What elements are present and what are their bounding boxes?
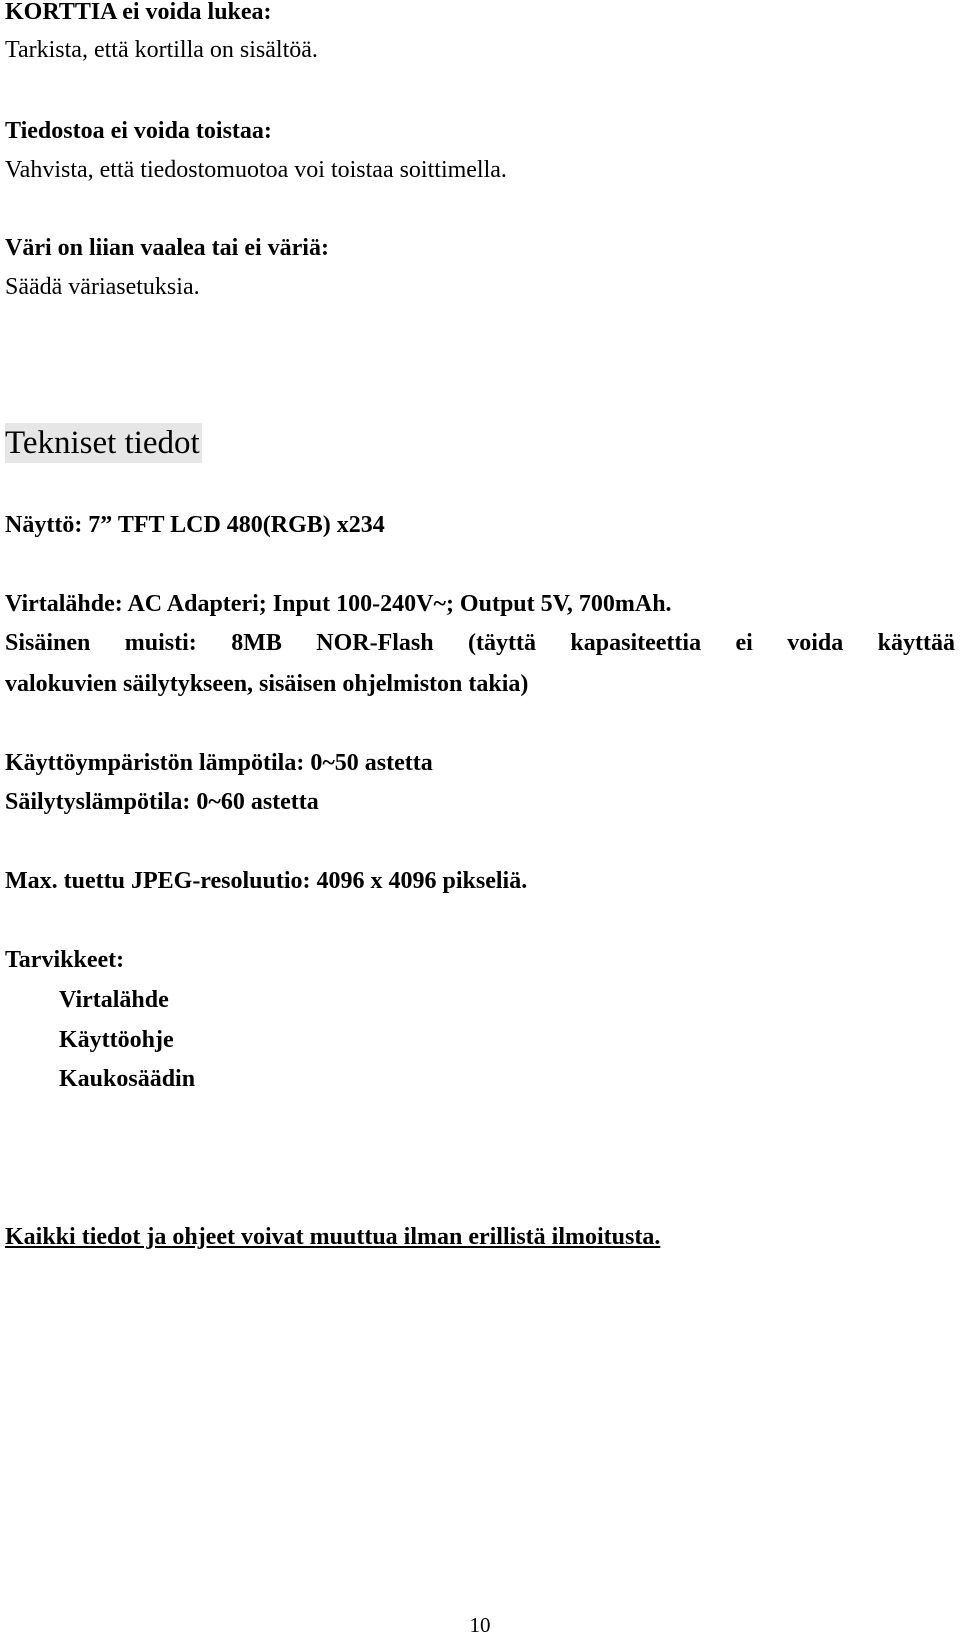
solution-card-unreadable: Tarkista, että kortilla on sisältöä. bbox=[5, 37, 318, 63]
accessories-label: Tarvikkeet: bbox=[5, 947, 125, 973]
accessory-item: Virtalähde bbox=[59, 987, 169, 1013]
solution-file-unplayable: Vahvista, että tiedostomuotoa voi toistaa soittimella. bbox=[5, 157, 507, 183]
problem-file-unplayable: Tiedostoa ei voida toistaa: bbox=[5, 118, 272, 144]
spec-max-jpeg: Max. tuettu JPEG-resoluutio: 4096 x 4096 pikseliä. bbox=[5, 868, 528, 894]
spec-storage-temp: Säilytyslämpötila: 0~60 astetta bbox=[5, 789, 319, 815]
solution-color: Säädä väriasetuksia. bbox=[5, 274, 200, 300]
page-number: 10 bbox=[469, 1613, 491, 1637]
spec-display: Näyttö: 7” TFT LCD 480(RGB) x234 bbox=[5, 512, 385, 538]
accessory-item: Käyttöohje bbox=[59, 1027, 174, 1053]
spec-operating-temp: Käyttöympäristön lämpötila: 0~50 astetta bbox=[5, 750, 433, 776]
problem-color: Väri on liian vaalea tai ei väriä: bbox=[5, 235, 329, 261]
change-notice: Kaikki tiedot ja ohjeet voivat muuttua ilman erillistä ilmoitusta. bbox=[5, 1224, 661, 1250]
specs-heading: Tekniset tiedot bbox=[5, 425, 200, 461]
problem-card-unreadable: KORTTIA ei voida lukea: bbox=[5, 0, 272, 25]
spec-memory-line1: Sisäinen muisti: 8MB NOR-Flash (täyttä kapasiteettia ei voida käyttää bbox=[5, 630, 955, 656]
spec-memory-line2: valokuvien säilytykseen, sisäisen ohjelmiston takia) bbox=[5, 671, 529, 697]
accessory-item: Kaukosäädin bbox=[59, 1066, 196, 1092]
spec-power: Virtalähde: AC Adapteri; Input 100-240V~; Output 5V, 700mAh. bbox=[5, 591, 672, 617]
